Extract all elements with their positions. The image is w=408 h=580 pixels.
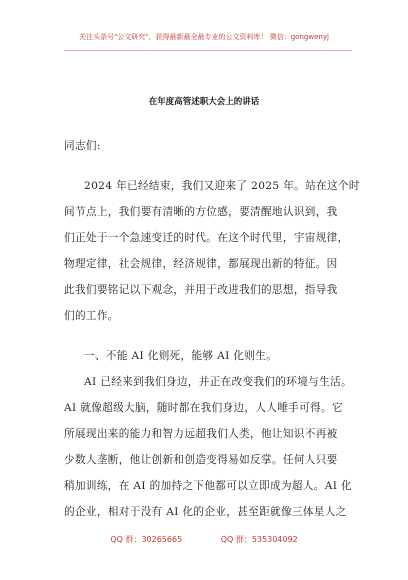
paragraph-line: 们的工作。 [64,310,119,322]
paragraph-line: AI 已经来到我们身边，并正在改变我们的环境与生活。 [84,376,352,388]
paragraph-line: 此我们要铭记以下观念，并用于改进我们的思想，指导我 [64,284,338,296]
paragraph-line: 们正处于一个急速变迁的时代。在这个时代里，宇宙规律， [64,232,349,244]
paragraph-line: 少数人垄断，他让创新和创造变得易如反掌。任何人只要 [64,454,338,466]
paragraph-line: 物理定律，社会规律，经济规律，都展现出新的特征。因 [64,258,338,270]
header-note: 关注头条号"公文研究"，获得最新最全最专业的公文资料库！ 微信：gongwenyj [79,33,329,41]
qq-group-1: QQ 群：30265665 [110,535,183,544]
section-heading: 一、不能 AI 化则死，能够 AI 化则生。 [84,350,278,362]
paragraph-line: 的企业，相对于没有 AI 化的企业，甚至距就像三体星人之 [64,506,347,518]
header-divider [64,50,352,51]
document-title: 在年度高管述职大会上的讲话 [148,97,260,107]
paragraph-line: 稍加训练，在 AI 的加持之下他都可以立即成为超人。AI 化 [64,480,352,492]
qq-group-2: QQ 群：535304092 [220,535,298,544]
greeting: 同志们: [64,140,101,152]
paragraph-line: 所展现出来的能力和智力远超我们人类，他让知识不再被 [64,428,338,440]
paragraph-line: 间节点上，我们要有清晰的方位感，要清醒地认识到，我 [64,206,338,218]
paragraph-line: 2024 年已经结束，我们又迎来了 2025 年。站在这个时 [84,180,360,192]
footer [0,534,408,545]
paragraph-line: AI 就像超级大脑，随时都在我们身边，人人唾手可得。它 [64,402,343,414]
